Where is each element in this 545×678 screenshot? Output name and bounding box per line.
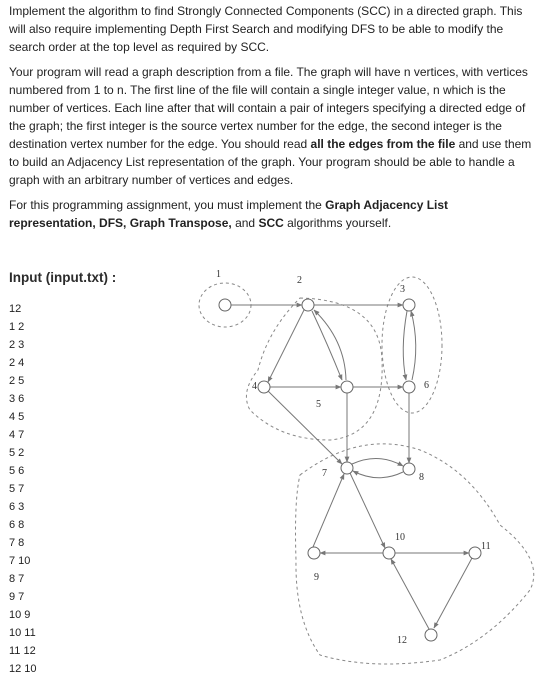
graph-node-4 (258, 381, 270, 393)
edge-5-2 (314, 310, 346, 380)
input-line: 6 8 (9, 519, 25, 531)
graph-node-8 (403, 463, 415, 475)
input-line: 10 9 (9, 609, 31, 621)
graph-node-9 (308, 547, 320, 559)
input-line: 3 6 (9, 393, 25, 405)
graph-node-3 (403, 299, 415, 311)
input-line: 4 7 (9, 429, 25, 441)
input-line: 10 11 (9, 627, 36, 639)
graph-node-12 (425, 629, 437, 641)
graph-node-6 (403, 381, 415, 393)
edge-7-10 (350, 473, 385, 548)
graph-node-10 (383, 547, 395, 559)
input-description-paragraph: Your program will read a graph description from a file. The graph will have n vertices, with vertices numbered from 1 to n. The first line of the file will contain a single integer value, n which is the number of vertices. Each line after that will contain a pair of integers specifying a directed edge of the graph; the first integer is the source vertex number for the edge, the second integer is the destination vertex number for the edge. You should read all the edges from the file and use them to build an Adjacency List representation of the graph. Your program should be able to handle a graph with an arbitrary number of vertices and edges. (9, 65, 532, 187)
edge-7-8 (352, 458, 403, 466)
input-line: 7 10 (9, 555, 31, 567)
graph-node-label-12: 12 (397, 635, 407, 646)
graph-node-2 (302, 299, 314, 311)
graph-node-11 (469, 547, 481, 559)
edge-8-7 (353, 471, 403, 478)
input-line: 11 12 (9, 645, 36, 657)
edge-9-7 (313, 474, 344, 547)
input-line: 1 2 (9, 321, 25, 333)
edge-3-6 (403, 311, 407, 380)
graph-node-label-9: 9 (314, 572, 319, 583)
input-line: 8 7 (9, 573, 25, 585)
graph-node-1 (219, 299, 231, 311)
input-line: 5 6 (9, 465, 25, 477)
graph-diagram (192, 258, 542, 673)
graph-node-label-6: 6 (424, 380, 429, 391)
graph-node-7 (341, 462, 353, 474)
edge-2-4 (268, 310, 304, 382)
scc-boundary-7-8-9-10-11-12 (296, 444, 534, 664)
graph-node-label-8: 8 (419, 472, 424, 483)
intro-paragraph: Implement the algorithm to find Strongly Connected Components (SCC) in a directed graph. This will also require implementing Depth First Search and modifying DFS to be able to modify the search order at the top level as required by SCC. (9, 4, 523, 54)
input-line: 2 3 (9, 339, 25, 351)
input-line: 7 8 (9, 537, 25, 549)
input-line: 5 2 (9, 447, 25, 459)
graph-node-5 (341, 381, 353, 393)
edge-2-5 (312, 311, 342, 380)
input-line: 2 5 (9, 375, 25, 387)
graph-node-label-4: 4 (252, 381, 257, 392)
input-line: 6 3 (9, 501, 25, 513)
input-file-listing (9, 300, 37, 678)
edge-12-10 (391, 559, 429, 629)
input-heading: Input (input.txt) : (9, 270, 117, 285)
graph-node-label-10: 10 (395, 532, 405, 543)
graph-node-label-11: 11 (481, 541, 491, 552)
input-line: 9 7 (9, 591, 25, 603)
edge-6-3 (411, 311, 416, 380)
edge-4-7 (268, 391, 342, 464)
graph-node-label-5: 5 (316, 399, 321, 410)
input-line: 5 7 (9, 483, 25, 495)
graph-node-label-7: 7 (322, 468, 327, 479)
scc-boundary-2-4-5 (246, 298, 382, 440)
input-line: 4 5 (9, 411, 25, 423)
graph-node-label-3: 3 (400, 284, 405, 295)
input-line: 2 4 (9, 357, 25, 369)
edge-11-12 (434, 558, 472, 628)
input-line: 12 (9, 303, 22, 315)
graph-node-label-1: 1 (216, 269, 221, 280)
input-line: 12 10 (9, 663, 37, 675)
requirements-paragraph: For this programming assignment, you must implement the Graph Adjacency List representation, DFS, Graph Transpose, and SCC algorithms yourself. (9, 198, 449, 230)
graph-node-label-2: 2 (297, 275, 302, 286)
